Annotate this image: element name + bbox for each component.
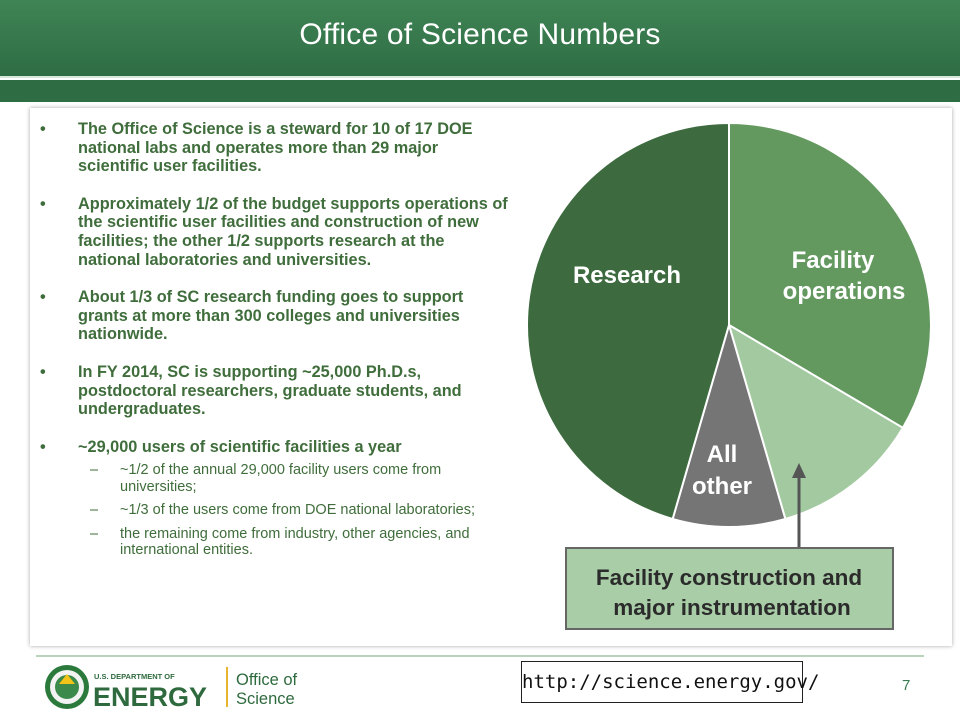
- doe-office-of-science-logo: [40, 662, 330, 712]
- svg-text:Office of: Office of: [236, 671, 298, 689]
- website-url-link[interactable]: http://science.energy.gov/: [521, 661, 803, 703]
- bullet-item: [40, 288, 510, 344]
- slide-title: Office of Science Numbers: [299, 18, 661, 51]
- sub-bullet-item: [78, 526, 510, 559]
- sub-bullet-text: ~1/2 of the annual 29,000 facility users come from universities;: [120, 462, 442, 495]
- pie-label-allother-line1: All: [706, 441, 738, 468]
- pie-label-facility-line1: Facility: [791, 247, 875, 274]
- bullet-dot-icon: •: [40, 437, 46, 456]
- pie-label-research: Research: [572, 262, 682, 289]
- bullet-dot-icon: •: [40, 120, 46, 138]
- bullet-item: [40, 120, 510, 176]
- bullet-dot-icon: •: [40, 288, 46, 307]
- sub-bullet-list: [78, 462, 510, 559]
- pie-label-facility-line2: operations: [782, 278, 906, 305]
- dash-icon: –: [90, 462, 99, 479]
- bullet-text: ~29,000 users of scientific facilities a year: [78, 437, 402, 456]
- bullet-list: [40, 120, 510, 566]
- bullet-dot-icon: •: [40, 194, 46, 213]
- header-band: [0, 80, 960, 102]
- bullet-item: [40, 195, 510, 269]
- sub-bullet-item: [78, 462, 510, 495]
- bullet-item: [40, 363, 510, 419]
- bullet-text: The Office of Science is a steward for 10 of 17 DOE national labs and operates more than 29 major scientific user facilities.: [78, 120, 473, 176]
- budget-pie-chart: [500, 110, 952, 640]
- bullet-dot-icon: •: [40, 362, 46, 381]
- bullet-text: In FY 2014, SC is supporting ~25,000 Ph.D.s, postdoctoral researchers, graduate students, and undergraduates.: [78, 362, 462, 419]
- callout-text-line2: major instrumentation: [613, 595, 851, 620]
- sub-bullet-text: the remaining come from industry, other agencies, and international entities.: [120, 525, 470, 559]
- svg-text:Science: Science: [236, 690, 295, 708]
- sub-bullet-text: ~1/3 of the users come from DOE national laboratories;: [120, 502, 476, 519]
- bullet-text: Approximately 1/2 of the budget supports operations of the scientific user facilities and construction of new facilities; the other 1/2 supports research at the national laboratories and universities.: [78, 194, 508, 269]
- svg-text:U.S. DEPARTMENT OF: U.S. DEPARTMENT OF: [94, 672, 175, 681]
- pie-label-allother-line2: other: [692, 473, 752, 500]
- dash-icon: –: [90, 502, 99, 519]
- dash-icon: –: [90, 525, 99, 542]
- bullet-item: [40, 438, 510, 559]
- sub-bullet-item: [78, 502, 510, 519]
- page-number: 7: [902, 677, 911, 694]
- footer-divider: [36, 655, 924, 657]
- svg-text:ENERGY: ENERGY: [93, 682, 208, 712]
- title-bar: [0, 0, 960, 78]
- callout-text-line1: Facility construction and: [595, 565, 863, 590]
- bullet-text: About 1/3 of SC research funding goes to support grants at more than 300 colleges and universities nationwide.: [78, 288, 464, 344]
